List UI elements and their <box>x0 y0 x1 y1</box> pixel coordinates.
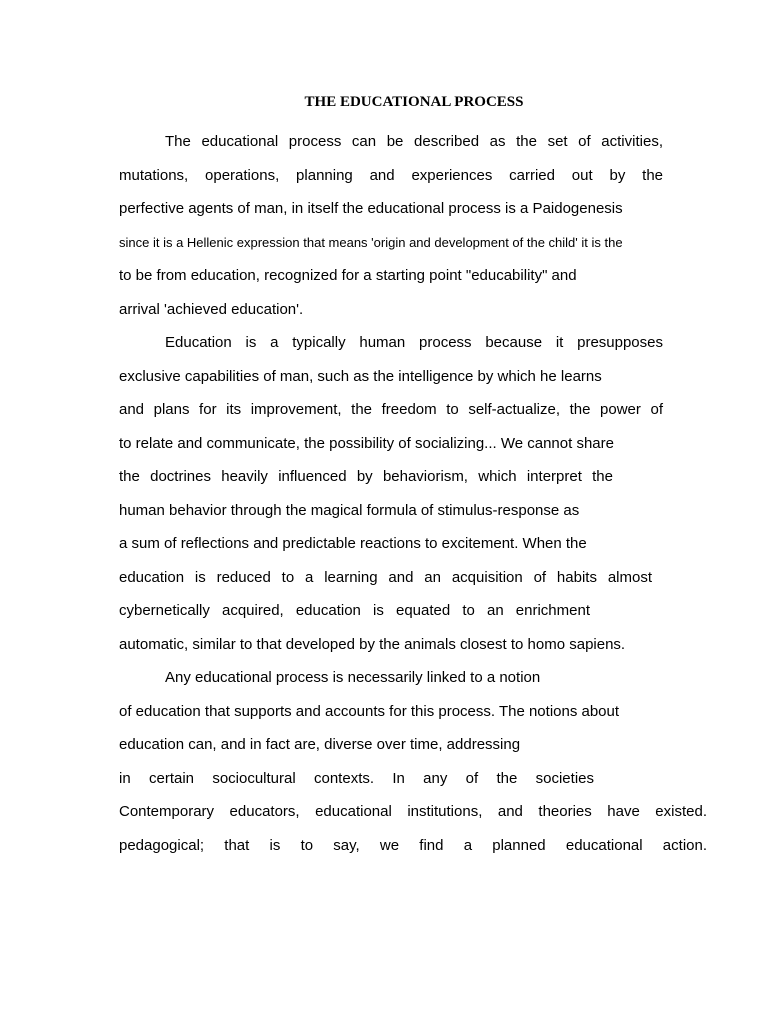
paragraph-line: pedagogical; that is to say, we find a planned educational action. <box>119 837 707 854</box>
paragraph-line: Education is a typically human process because it presupposes <box>165 334 663 351</box>
paragraph-line: arrival 'achieved education'. <box>119 301 304 318</box>
paragraph-line: education is reduced to a learning and an acquisition of habits almost <box>119 569 652 586</box>
paragraph-line: education can, and in fact are, diverse over time, addressing <box>119 736 521 753</box>
paragraph-line: to relate and communicate, the possibility of socializing... We cannot share <box>119 435 614 452</box>
paragraph-line: in certain sociocultural contexts. In any of the societies <box>119 770 594 787</box>
paragraph-line: cybernetically acquired, education is equated to an enrichment <box>119 602 590 619</box>
paragraph-line: human behavior through the magical formula of stimulus-response as <box>119 502 580 519</box>
paragraph-line: The educational process can be described as the set of activities, <box>165 133 663 150</box>
paragraph-line: Any educational process is necessarily linked to a notion <box>165 669 541 686</box>
paragraph-line: Contemporary educators, educational institutions, and theories have existed. <box>119 803 707 820</box>
document-title: THE EDUCATIONAL PROCESS <box>304 94 524 110</box>
paragraph-line: mutations, operations, planning and experiences carried out by the <box>119 167 663 184</box>
paragraph-line: since it is a Hellenic expression that means 'origin and development of the child' it is the <box>119 235 623 250</box>
paragraph-line: to be from education, recognized for a starting point "educability" and <box>119 267 577 284</box>
paragraph-line: the doctrines heavily influenced by behaviorism, which interpret the <box>119 468 613 485</box>
paragraph-line: perfective agents of man, in itself the educational process is a Paidogenesis <box>119 200 623 217</box>
paragraph-line: a sum of reflections and predictable reactions to excitement. When the <box>119 535 587 552</box>
paragraph-line: and plans for its improvement, the freedom to self-actualize, the power of <box>119 401 663 418</box>
paragraph-line: automatic, similar to that developed by the animals closest to homo sapiens. <box>119 636 626 653</box>
paragraph-line: of education that supports and accounts for this process. The notions about <box>119 703 620 720</box>
paragraph-line: exclusive capabilities of man, such as the intelligence by which he learns <box>119 368 602 385</box>
